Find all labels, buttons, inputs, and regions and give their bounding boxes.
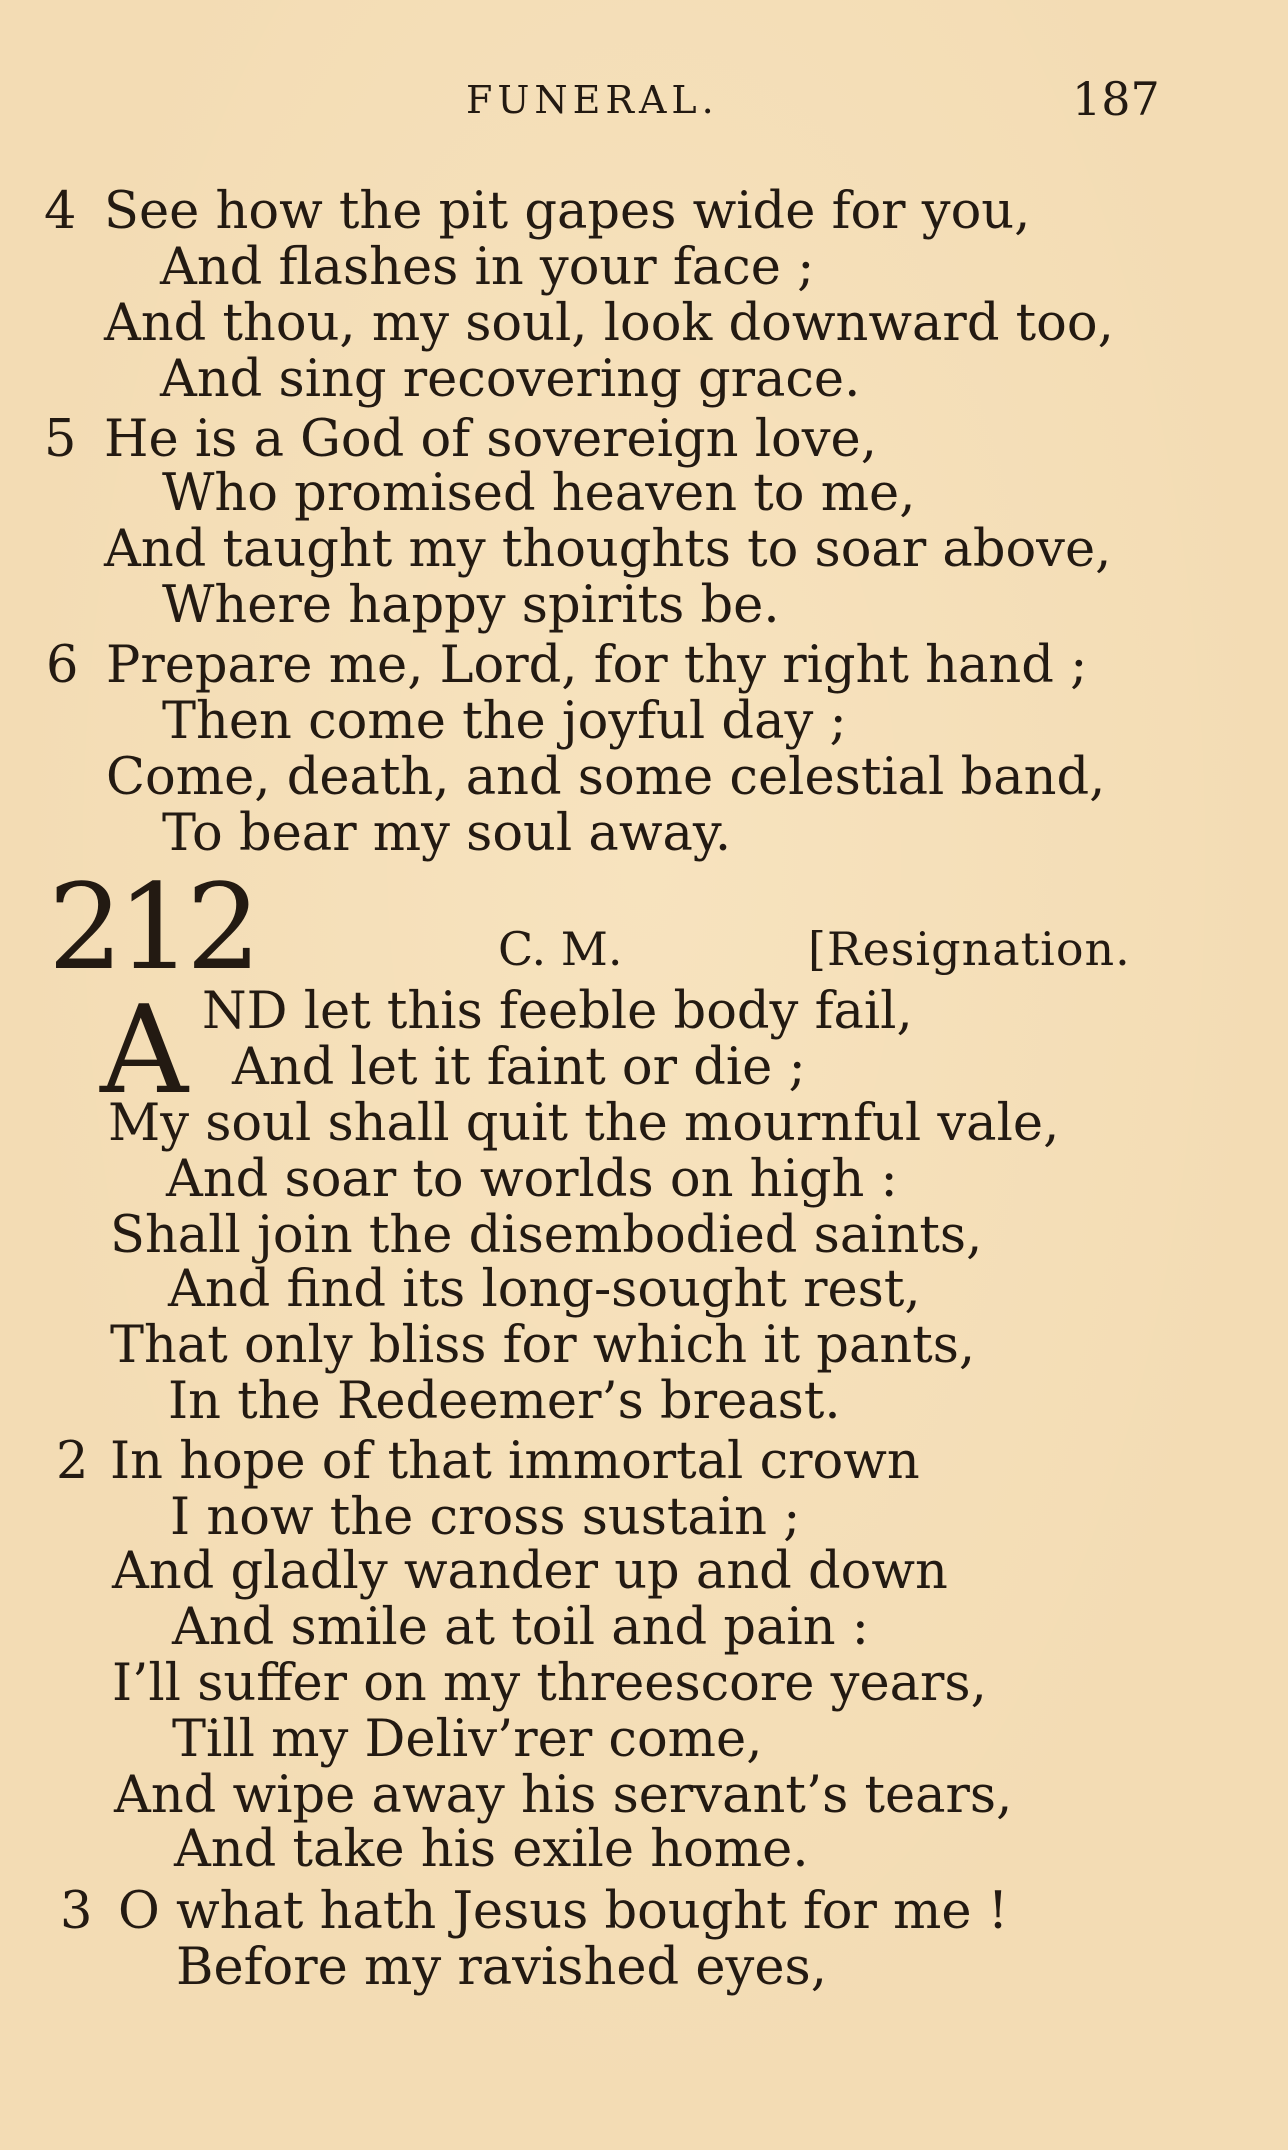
verse-line: And gladly wander up and down xyxy=(112,1542,948,1601)
verse-line: Prepare me, Lord, for thy right hand ; xyxy=(106,636,1088,695)
verse-line: See how the pit gapes wide for you, xyxy=(104,182,1031,241)
verse-line: In the Redeemer’s breast. xyxy=(168,1372,841,1431)
verse-line: That only bliss for which it pants, xyxy=(110,1316,976,1375)
verse-line: And sing recovering grace. xyxy=(160,350,861,409)
hymn-tune-name: [Resignation. xyxy=(808,922,1131,976)
verse-line: And take his exile home. xyxy=(174,1820,809,1879)
verse-line: ND let this feeble body fail, xyxy=(202,982,913,1041)
verse-line: O what hath Jesus bought for me ! xyxy=(118,1882,1009,1941)
hymn-number: 212 xyxy=(48,858,256,996)
verse-line: He is a God of sovereign love, xyxy=(104,410,877,469)
hymn-heading xyxy=(0,858,1288,996)
verse-line: Till my Deliv’rer come, xyxy=(172,1710,763,1769)
verse-line: Shall join the disembodied saints, xyxy=(110,1206,983,1265)
verse-line: And soar to worlds on high : xyxy=(166,1150,898,1209)
drop-cap: A xyxy=(100,979,189,1121)
verse-line: And flashes in your face ; xyxy=(160,238,815,297)
verse-line: To bear my soul away. xyxy=(162,804,732,863)
hymn-meter: C. M. xyxy=(498,922,623,976)
stanza-number: 3 xyxy=(60,1882,93,1941)
stanza-number: 4 xyxy=(44,182,77,241)
verse-line: Then come the joyful day ; xyxy=(162,692,847,751)
verse-line: Before my ravished eyes, xyxy=(176,1938,827,1997)
stanza-number: 5 xyxy=(44,410,77,469)
verse-line: I’ll suffer on my threescore years, xyxy=(112,1654,987,1713)
stanza-number: 6 xyxy=(46,636,79,695)
running-head xyxy=(0,72,1288,126)
section-title: FUNERAL. xyxy=(466,78,719,122)
verse-line: And taught my thoughts to soar above, xyxy=(104,520,1112,579)
verse-line: And smile at toil and pain : xyxy=(172,1598,869,1657)
verse-line: In hope of that immortal crown xyxy=(110,1432,920,1491)
page-number: 187 xyxy=(1072,72,1160,126)
verse-line: And find its long-sought rest, xyxy=(168,1260,921,1319)
verse-line: And thou, my soul, look downward too, xyxy=(104,294,1114,353)
verse-line: And wipe away his servant’s tears, xyxy=(114,1766,1013,1825)
stanza-number: 2 xyxy=(56,1432,89,1491)
verse-line: Who promised heaven to me, xyxy=(162,464,916,523)
verse-line: Come, death, and some celestial band, xyxy=(106,748,1106,807)
verse-line: I now the cross sustain ; xyxy=(170,1488,801,1547)
verse-line: Where happy spirits be. xyxy=(162,576,780,635)
verse-line: And let it faint or die ; xyxy=(232,1038,806,1097)
verse-line: My soul shall quit the mournful vale, xyxy=(108,1094,1060,1153)
